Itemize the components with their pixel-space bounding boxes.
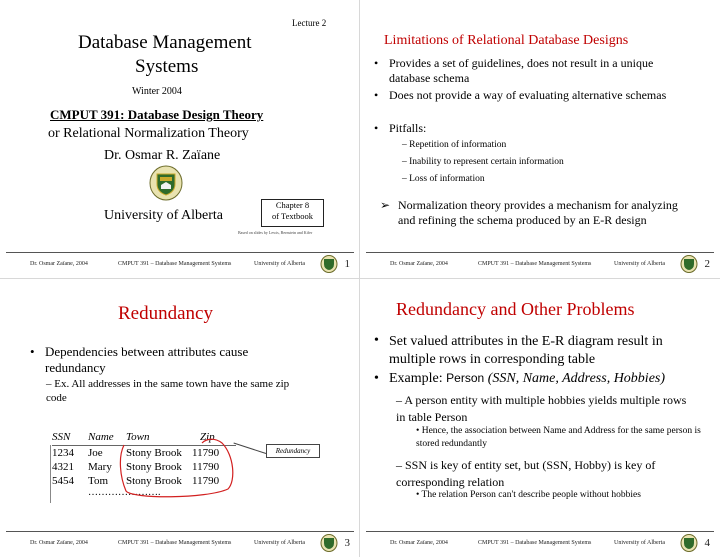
relation-attributes: (SSN, Name, Address, Hobbies) bbox=[487, 371, 666, 386]
footer-university: University of Alberta bbox=[254, 261, 305, 267]
university-name: University of Alberta bbox=[104, 208, 223, 223]
bullet-dot-icon: • bbox=[416, 490, 422, 500]
pitfall-item: – Loss of information bbox=[402, 174, 485, 184]
footer-course: CMPUT 391 – Database Management Systems bbox=[478, 261, 592, 267]
pitfall-item: – Inability to represent certain information bbox=[402, 157, 564, 167]
slide-4 bbox=[360, 279, 720, 557]
subtitle: or Relational Normalization Theory bbox=[48, 126, 249, 141]
table-cell: 11790 bbox=[192, 461, 220, 473]
bullet-dot-icon: • bbox=[374, 88, 379, 102]
footer-university: University of Alberta bbox=[614, 261, 665, 267]
bullet-text: Set valued attributes in the E-R diagram result in multiple rows in corresponding table bbox=[389, 334, 663, 367]
bullet-text: Pitfalls: bbox=[389, 121, 427, 135]
bullet-text: Provides a set of guidelines, does not result in a unique database schema bbox=[389, 56, 654, 85]
table-cell: Tom bbox=[88, 475, 109, 487]
slide-title: Limitations of Relational Database Designs bbox=[384, 33, 629, 48]
slide-title: Redundancy and Other Problems bbox=[396, 299, 635, 319]
footer-author: Dr. Osmar Zaïane, 2004 bbox=[30, 540, 88, 546]
sub-bullet bbox=[396, 392, 696, 426]
table-header: Zip bbox=[200, 431, 215, 443]
bullet-text: Does not provide a way of evaluating alternative schemas bbox=[389, 88, 667, 102]
dash-icon: – bbox=[396, 458, 405, 472]
pitfall-text: Loss of information bbox=[409, 174, 485, 184]
arrow-item-text: Normalization theory provides a mechanism for analyzing and refining the schema produced by an E-R design bbox=[398, 198, 678, 227]
sub-sub-bullet bbox=[416, 425, 701, 451]
slide-footer bbox=[360, 531, 720, 557]
footer-rule bbox=[366, 531, 714, 532]
sub-bullet bbox=[396, 457, 696, 491]
slide-2 bbox=[360, 0, 720, 278]
chapter-line1: Chapter 8 bbox=[275, 200, 310, 210]
table-cell: Mary bbox=[88, 461, 112, 473]
footer-author: Dr. Osmar Zaïane, 2004 bbox=[390, 540, 448, 546]
table-cell: 5454 bbox=[52, 475, 74, 487]
table-header: Name bbox=[88, 431, 114, 443]
sub-bullet-text: Ex. All addresses in the same town have the same zip code bbox=[46, 378, 290, 404]
table-cell: 11790 bbox=[192, 447, 220, 459]
example-label: Example: bbox=[389, 371, 447, 386]
sub-sub-bullet-text: Hence, the association between Name and Address for the same person is stored redundantly bbox=[416, 426, 701, 449]
credit-note: Based on slides by Lewis, Bernstein and Kifer bbox=[238, 230, 313, 235]
sub-bullet-text: SSN is key of entity set, but (SSN, Hobby) is key of corresponding relation bbox=[396, 458, 656, 489]
redundancy-circle bbox=[110, 437, 250, 501]
table-left-rule bbox=[50, 445, 51, 503]
footer-crest-icon bbox=[680, 255, 698, 273]
sub-bullet bbox=[46, 377, 306, 405]
university-crest-icon bbox=[148, 165, 184, 201]
footer-rule bbox=[366, 252, 714, 253]
table-cell: Stony Brook bbox=[126, 447, 182, 459]
redundancy-callout: Redundancy bbox=[266, 444, 320, 458]
bullet-text bbox=[389, 371, 704, 386]
pitfall-text: Repetition of information bbox=[409, 140, 507, 150]
footer-crest-icon bbox=[320, 534, 338, 552]
bullet-dot-icon: • bbox=[374, 371, 379, 386]
lecture-label: Lecture 2 bbox=[292, 18, 327, 28]
page-number: 4 bbox=[704, 537, 710, 549]
footer-author: Dr. Osmar Zaïane, 2004 bbox=[30, 261, 88, 267]
term-label: Winter 2004 bbox=[132, 86, 182, 97]
table-cell: Stony Brook bbox=[126, 461, 182, 473]
pitfall-item: – Repetition of information bbox=[402, 140, 507, 150]
footer-crest-icon bbox=[680, 534, 698, 552]
sub-sub-bullet-text: The relation Person can't describe people without hobbies bbox=[421, 490, 641, 500]
page-number: 2 bbox=[704, 258, 710, 270]
page-number: 1 bbox=[344, 258, 350, 270]
footer-course: CMPUT 391 – Database Management Systems bbox=[478, 540, 592, 546]
table-cell: 4321 bbox=[52, 461, 74, 473]
slide-1 bbox=[0, 0, 360, 278]
slide-footer bbox=[0, 531, 360, 557]
footer-author: Dr. Osmar Zaïane, 2004 bbox=[390, 261, 448, 267]
footer-rule bbox=[6, 531, 354, 532]
table-cell: 1234 bbox=[52, 447, 74, 459]
bullet-dot-icon: • bbox=[374, 333, 379, 348]
footer-course: CMPUT 391 – Database Management Systems bbox=[118, 540, 232, 546]
sub-bullet-text: A person entity with multiple hobbies yields multiple rows in table Person bbox=[396, 393, 687, 424]
slide-title-line1: Database Management bbox=[78, 32, 252, 53]
slide-title-line2: Systems bbox=[135, 56, 199, 77]
bullet-dot-icon: • bbox=[374, 56, 379, 70]
slide-title: Redundancy bbox=[118, 303, 213, 324]
chapter-line2: of Textbook bbox=[271, 211, 314, 221]
relation-name: Person bbox=[446, 371, 485, 385]
footer-university: University of Alberta bbox=[254, 540, 305, 546]
table-cell: 11790 bbox=[192, 475, 220, 487]
footer-rule bbox=[6, 252, 354, 253]
table-cell: Joe bbox=[88, 447, 103, 459]
dash-icon: – bbox=[46, 378, 55, 390]
table-cell: Stony Brook bbox=[126, 475, 182, 487]
course-title: CMPUT 391: Database Design Theory bbox=[50, 107, 264, 122]
bullet-dot-icon: • bbox=[374, 121, 379, 135]
bullet-dot-icon: • bbox=[416, 426, 422, 436]
dash-icon: – bbox=[396, 393, 405, 407]
footer-crest-icon bbox=[320, 255, 338, 273]
pitfall-text: Inability to represent certain information bbox=[409, 157, 564, 167]
arrow-bullet-icon: ➢ bbox=[380, 198, 391, 212]
chapter-box bbox=[261, 199, 324, 227]
page-number: 3 bbox=[344, 537, 350, 549]
bullet-text: Dependencies between attributes cause redundancy bbox=[45, 344, 249, 375]
footer-university: University of Alberta bbox=[614, 540, 665, 546]
slide-3 bbox=[0, 279, 360, 557]
table-ellipsis: …………………. bbox=[88, 487, 161, 498]
slide-footer bbox=[360, 252, 720, 278]
table-header: Town bbox=[126, 431, 150, 443]
sub-sub-bullet bbox=[416, 490, 641, 500]
table-header: SSN bbox=[52, 431, 71, 443]
author-name: Dr. Osmar R. Zaïane bbox=[104, 148, 221, 163]
slide-footer bbox=[0, 252, 360, 278]
footer-course: CMPUT 391 – Database Management Systems bbox=[118, 261, 232, 267]
bullet-dot-icon: • bbox=[30, 344, 35, 359]
